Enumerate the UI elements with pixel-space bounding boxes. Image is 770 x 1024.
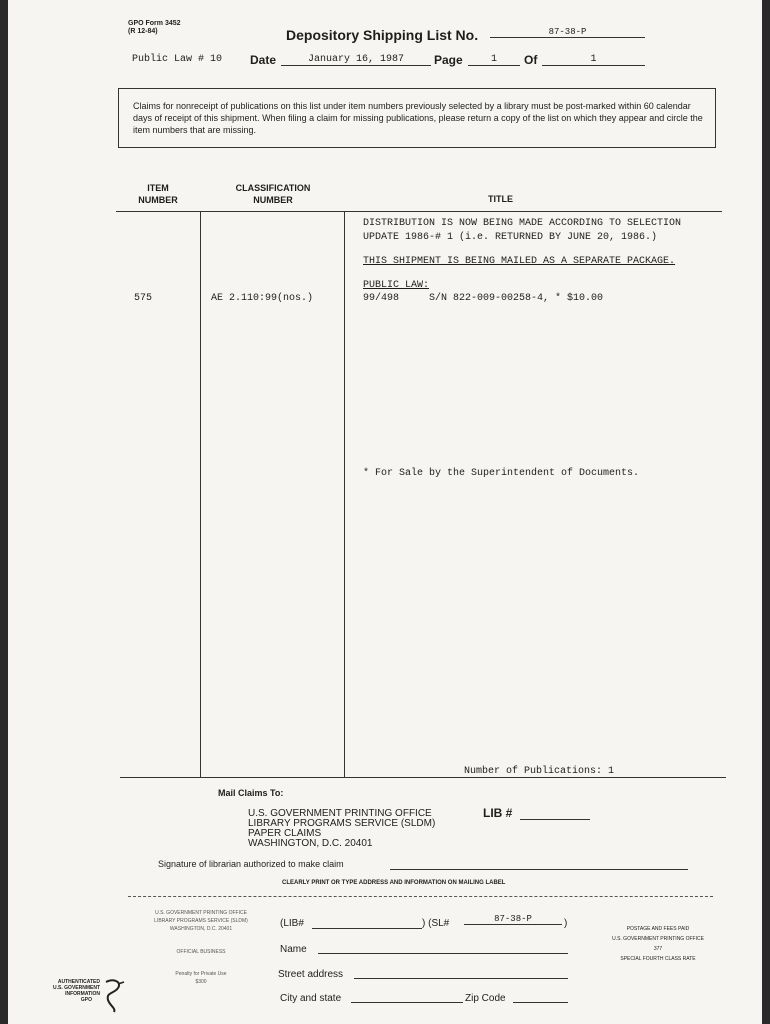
sender-line: WASHINGTON, D.C. 20401 <box>169 926 233 932</box>
title-header: TITLE <box>488 194 513 204</box>
official-business: OFFICIAL BUSINESS <box>176 949 226 955</box>
sender-block <box>136 909 266 933</box>
address-line: LIBRARY PROGRAMS SERVICE (SLDM) <box>248 818 436 829</box>
seal-line: U.S. GOVERNMENT <box>53 985 100 991</box>
shipping-list-page <box>8 0 762 1024</box>
list-number: 87-38-P <box>490 27 645 38</box>
classification-header: CLASSIFICATION NUMBER <box>235 183 311 205</box>
date-label: Date <box>250 53 277 67</box>
of-value: 1 <box>542 54 645 66</box>
penalty-block <box>136 970 266 986</box>
label-sl-value: 87-38-P <box>464 914 562 925</box>
mail-claims-label: Mail Claims To: <box>218 788 284 798</box>
label-sl-close: ) <box>564 918 568 929</box>
postage-block <box>593 924 723 964</box>
public-law-heading: PUBLIC LAW: <box>363 280 430 291</box>
table-bottom-rule <box>120 777 726 778</box>
postage-line: 377 <box>653 946 663 952</box>
name-field[interactable] <box>318 953 568 954</box>
form-title: Depository Shipping List No. <box>286 27 479 43</box>
signature-field[interactable] <box>390 869 688 870</box>
note-line-3: THIS SHIPMENT IS BEING MAILED AS A SEPARATE PACKAGE. <box>363 256 676 267</box>
column-divider-1 <box>200 211 201 777</box>
item-number-header: ITEM NUMBER <box>138 183 178 205</box>
seal-line: AUTHENTICATED <box>57 979 100 985</box>
zip-field[interactable] <box>513 1002 568 1003</box>
label-lib-field[interactable] <box>312 928 422 929</box>
name-label: Name <box>280 944 307 955</box>
column-divider-2 <box>344 211 345 777</box>
date-value: January 16, 1987 <box>281 54 431 66</box>
mailing-label-instruction: CLEARLY PRINT OR TYPE ADDRESS AND INFORMATION ON MAILING LABEL <box>282 880 506 886</box>
gpo-seal <box>42 979 100 1003</box>
notice-text: Claims for nonreceipt of publications on this list under item numbers previously selected by a library must be post-marked within 60 calendar days of receipt of this shipment. When filing a claim for missing publications, please return a copy of the list on which they appear and circle the item numbers that are missing. <box>133 101 703 135</box>
city-label: City and state <box>280 993 342 1004</box>
label-sl: ) (SL# <box>422 918 450 929</box>
label-lib: (LIB# <box>280 918 304 929</box>
form-number: GPO Form 3452 <box>128 20 181 27</box>
publication-count: Number of Publications: 1 <box>464 766 615 777</box>
address-line: U.S. GOVERNMENT PRINTING OFFICE <box>248 808 432 819</box>
classification-cell: AE 2.110:99(nos.) <box>211 293 314 304</box>
public-law: Public Law # 10 <box>132 54 223 65</box>
of-label: Of <box>524 53 538 67</box>
lib-label: LIB # <box>483 806 513 820</box>
form-revision: (R 12-84) <box>128 28 158 35</box>
penalty-text: Penalty for Private Use <box>175 971 227 977</box>
penalty-amount: $300 <box>195 979 207 985</box>
sender-line: LIBRARY PROGRAMS SERVICE (SLDM) <box>154 918 248 924</box>
postage-line: U.S. GOVERNMENT PRINTING OFFICE <box>612 936 704 942</box>
seal-line: INFORMATION <box>65 991 100 997</box>
street-label: Street address <box>278 969 344 980</box>
note-line-1: DISTRIBUTION IS NOW BEING MADE ACCORDING TO SELECTION <box>363 218 682 229</box>
sender-line: U.S. GOVERNMENT PRINTING OFFICE <box>155 910 247 916</box>
address-line: PAPER CLAIMS <box>248 828 322 839</box>
page-value: 1 <box>468 54 520 66</box>
mail-address <box>248 809 435 849</box>
street-field[interactable] <box>354 978 568 979</box>
lib-field[interactable] <box>520 819 590 820</box>
zip-label: Zip Code <box>465 993 506 1004</box>
city-field[interactable] <box>351 1002 463 1003</box>
title-cell: 99/498 S/N 822-009-00258-4, * $10.00 <box>363 293 604 304</box>
sale-footnote: * For Sale by the Superintendent of Documents. <box>363 468 640 479</box>
postage-line: POSTAGE AND FEES PAID <box>626 926 690 932</box>
page-label: Page <box>434 53 463 67</box>
notice-box <box>118 88 716 148</box>
address-line: WASHINGTON, D.C. 20401 <box>248 838 373 849</box>
item-number-cell: 575 <box>134 293 153 304</box>
seal-line: GPO <box>80 997 92 1003</box>
postage-line: SPECIAL FOURTH CLASS RATE <box>620 956 696 962</box>
eagle-icon <box>100 976 126 1014</box>
header-rule <box>116 211 722 212</box>
signature-label: Signature of librarian authorized to make claim <box>158 859 344 869</box>
cut-line <box>128 896 713 897</box>
note-line-2: UPDATE 1986-# 1 (i.e. RETURNED BY JUNE 20, 1986.) <box>363 232 658 243</box>
